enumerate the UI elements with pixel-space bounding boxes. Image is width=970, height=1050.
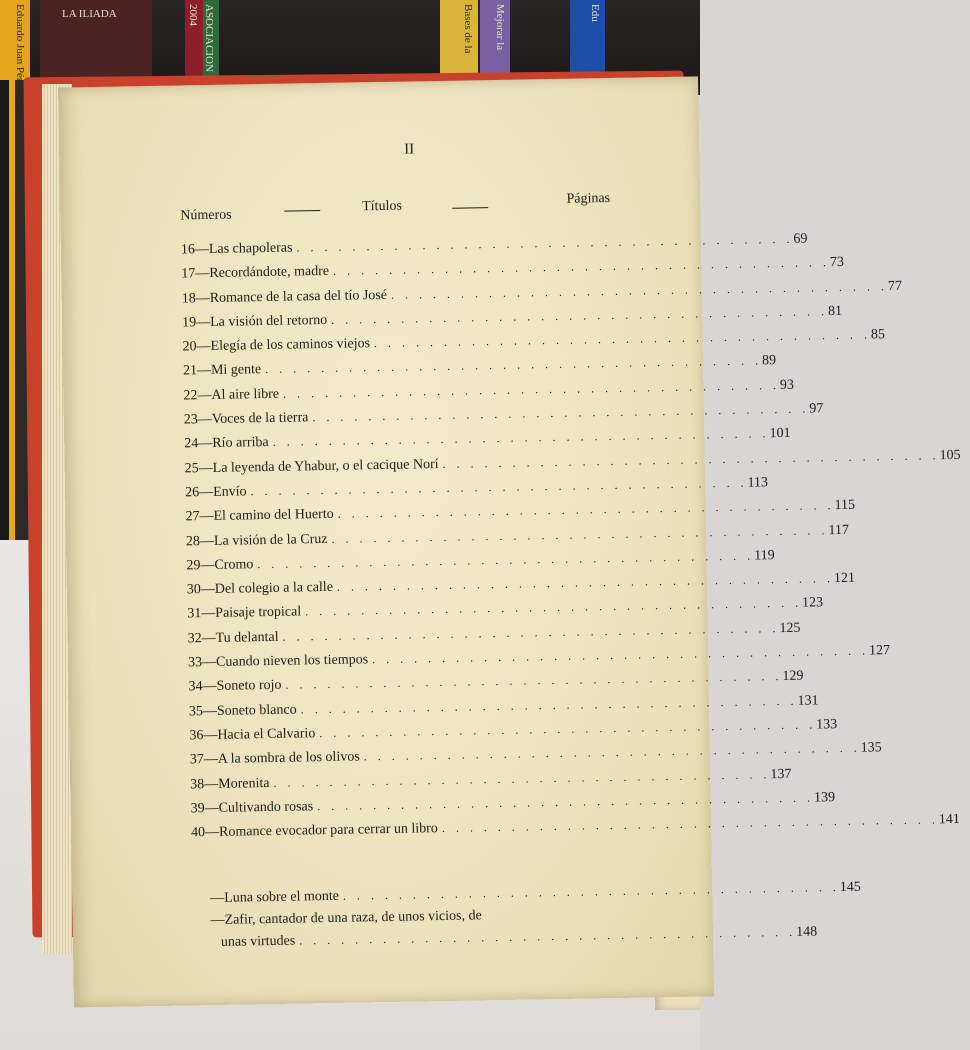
entry-title: 39—Cultivando rosas — [190, 799, 314, 817]
entry-title: 26—Envío — [185, 484, 247, 501]
entry-page-number: 101 — [769, 426, 791, 442]
entry-title: 31—Paisaje tropical — [187, 604, 302, 622]
dot-leader: . . . . . . . . . . . . . . . . . . . . . . . . . . . . . . . . . . . . — [363, 740, 861, 764]
entry-page-number: 145 — [839, 880, 861, 896]
table-of-contents — [179, 138, 961, 958]
toc-entries — [180, 231, 961, 850]
entry-page-number: 113 — [747, 475, 769, 491]
entry-page-number: 133 — [816, 717, 838, 733]
spine-title: LA ILIADA — [62, 8, 117, 20]
dot-leader: . . . . . . . . . . . . . . . . . . . . . . . . . . . . . . . . . . . . — [305, 596, 803, 619]
entry-page-number: 77 — [887, 278, 903, 294]
entry-title: 36—Hacia el Calvario — [189, 726, 316, 744]
dot-leader: . . . . . . . . . . . . . . . . . . . . . . . . . . . . . . . . . . . . — [390, 278, 889, 302]
entry-page-number: 148 — [796, 924, 818, 941]
entry-title: 32—Tu delantal — [187, 629, 279, 647]
entry-title: 17—Recordándote, madre — [181, 264, 330, 282]
dot-leader: . . . . . . . . . . . . . . . . . . . . . . . . . . . . . . . . . . . . — [373, 327, 872, 351]
entry-page-number — [577, 917, 613, 918]
dot-leader: . . . . . . . . . . . . . . . . . . . . . . . . . . . . . . . . . . . . — [319, 717, 817, 741]
entry-title: 21—Mi gente — [182, 362, 262, 379]
entry-title: 37—A la sombra de los olivos — [189, 749, 360, 768]
entry-title: 27—El camino del Huerto — [185, 507, 334, 525]
dot-leader: . . . . . . . . . . . . . . . . . . . . . . . . . . . . . . . . . . . . — [285, 669, 783, 693]
dot-leader: . . . . . . . . . . . . . . . . . . . . . . . . . . . . . . . . . . . . — [282, 377, 781, 401]
entry-page-number: 141 — [938, 812, 960, 828]
entry-title: 22—Al aire libre — [183, 386, 280, 404]
dot-leader: . . . . . . . . . . . . . . . . . . . . . . . . . . . . . . . . . . . . — [299, 925, 797, 948]
entry-page-number: 129 — [782, 669, 804, 685]
entry-title: 16—Las chapoleras — [180, 240, 293, 258]
entry-page-number: 105 — [939, 447, 961, 463]
dot-leader: . . . . . . . . . . . . . . . . . . . . . . . . . . . . . . . . . . . . — [250, 475, 748, 499]
entry-page-number: 121 — [833, 570, 856, 587]
entry-page-number: 127 — [868, 643, 891, 659]
entry-page-number: 139 — [813, 789, 836, 806]
entry-page-number: 125 — [779, 620, 801, 636]
entry-page-number: 135 — [860, 740, 882, 756]
header-dash — [284, 210, 320, 212]
entry-page-number: 119 — [754, 548, 775, 564]
dot-leader: . . . . . . . . . . . . . . . . . . . . . . . . . . . . . . . . . . . . — [282, 620, 780, 644]
entry-title: unas virtudes — [220, 933, 296, 951]
entry-title: 19—La visión del retorno — [182, 312, 328, 331]
spine-title: Bases de la — [462, 4, 474, 54]
entry-page-number: 69 — [793, 231, 808, 247]
toc-extra-entries — [210, 880, 861, 957]
entry-title: 20—Elegía de los caminos viejos — [182, 336, 371, 355]
dot-leader: . . . . . . . . . . . . . . . . . . . . . . . . . . . . . . . . . . . . — [371, 643, 870, 667]
header-pages: Páginas — [566, 190, 611, 207]
entry-page-number: 97 — [809, 401, 824, 417]
entry-title: 30—Del colegio a la calle — [186, 580, 334, 598]
spine-title: ASOCIACION — [203, 4, 215, 72]
entry-title: 38—Morenita — [190, 775, 270, 792]
header-dash — [452, 207, 488, 209]
header-titles: Títulos — [362, 198, 402, 215]
dot-leader: . . . . . . . . . . . . . . . . . . . . . . . . . . . . . . . . . . . . — [441, 812, 939, 836]
dot-leader: . . . . . . . . . . . . . . . . . . . . . . . . . . . . . . . . . . . . — [331, 304, 829, 327]
spine-title: Mejorar la — [494, 4, 506, 51]
dot-leader: . . . . . . . . . . . . . . . . . . . . . . . . . . . . . . . . . . . . — [273, 766, 771, 790]
entry-title: 24—Río arriba — [184, 435, 269, 452]
book-page — [58, 76, 961, 1007]
header-numbers: Números — [180, 207, 232, 224]
page-roman-numeral: II — [404, 141, 415, 158]
entry-title: 35—Soneto blanco — [188, 702, 297, 720]
entry-page-number: 93 — [779, 377, 795, 393]
dot-leader: . . . . . . . . . . . . . . . . . . . . . . . . . . . . . . . . . . . . — [337, 498, 835, 522]
spine-title: 2004 — [187, 4, 199, 26]
toc-header — [180, 190, 611, 232]
dot-leader: . . . . . . . . . . . . . . . . . . . . . . . . . . . . . . . . . . . . — [331, 522, 829, 546]
entry-title: 25—La leyenda de Yhabur, o el cacique Norí — [184, 456, 439, 477]
dot-leader: . . . . . . . . . . . . . . . . . . . . . . . . . . . . . . . . . . . . — [342, 880, 840, 904]
dot-leader: . . . . . . . . . . . . . . . . . . . . . . . . . . . . . . . . . . . . — [272, 426, 770, 450]
dot-leader: . . . . . . . . . . . . . . . . . . . . . . . . . . . . . . . . . . . . — [442, 447, 940, 471]
dot-leader: . . . . . . . . . . . . . . . . . . . . . . . . . . . . . . . . . . . . — [265, 353, 763, 377]
entry-title: —Luna sobre el monte — [210, 889, 340, 907]
entry-title: 23—Voces de la tierra — [183, 410, 309, 428]
entry-page-number: 85 — [870, 327, 886, 343]
dot-leader: . . . . . . . . . . . . . . . . . . . . . . . . . . . . . . . . . . . . — [312, 401, 810, 425]
dot-leader: . . . . . . . . . . . . . . . . . . . . . . . . . . . . . . . . . . . . — [317, 790, 815, 813]
entry-page-number: 117 — [828, 522, 850, 538]
entry-page-number: 81 — [827, 303, 843, 320]
entry-title: 34—Soneto rojo — [188, 678, 282, 695]
entry-title: 28—La visión de la Cruz — [185, 531, 328, 549]
entry-page-number: 89 — [761, 353, 777, 369]
entry-title: 33—Cuando nieven los tiempos — [187, 652, 369, 671]
entry-page-number: 73 — [829, 255, 845, 271]
dot-leader: . . . . . . . . . . . . . . . . . . . . . . . . . . . . . . . . . . . . — [296, 231, 794, 255]
entry-page-number: 131 — [797, 693, 819, 709]
entry-page-number: 115 — [834, 498, 856, 514]
dot-leader: . . . . . . . . . . . . . . . . . . . . . . . . . . . . . . . . . . . . — [257, 548, 755, 572]
dot-leader: . . . . . . . . . . . . . . . . . . . . . . . . . . . . . . . . . . . . — [336, 571, 835, 594]
entry-page-number: 123 — [801, 595, 824, 612]
entry-title: —Zafir, cantador de una raza, de unos vicios, de — [210, 908, 482, 929]
entry-title: 18—Romance de la casa del tío José — [181, 287, 388, 307]
spine-title: Edu — [589, 4, 601, 22]
entry-page-number: 137 — [770, 766, 792, 782]
entry-title: 29—Cromo — [186, 557, 254, 574]
dot-leader — [486, 918, 577, 920]
dot-leader: . . . . . . . . . . . . . . . . . . . . . . . . . . . . . . . . . . . . — [332, 255, 831, 279]
entry-title: 40—Romance evocador para cerrar un libro — [190, 821, 439, 841]
dot-leader: . . . . . . . . . . . . . . . . . . . . . . . . . . . . . . . . . . . . — [300, 693, 798, 717]
